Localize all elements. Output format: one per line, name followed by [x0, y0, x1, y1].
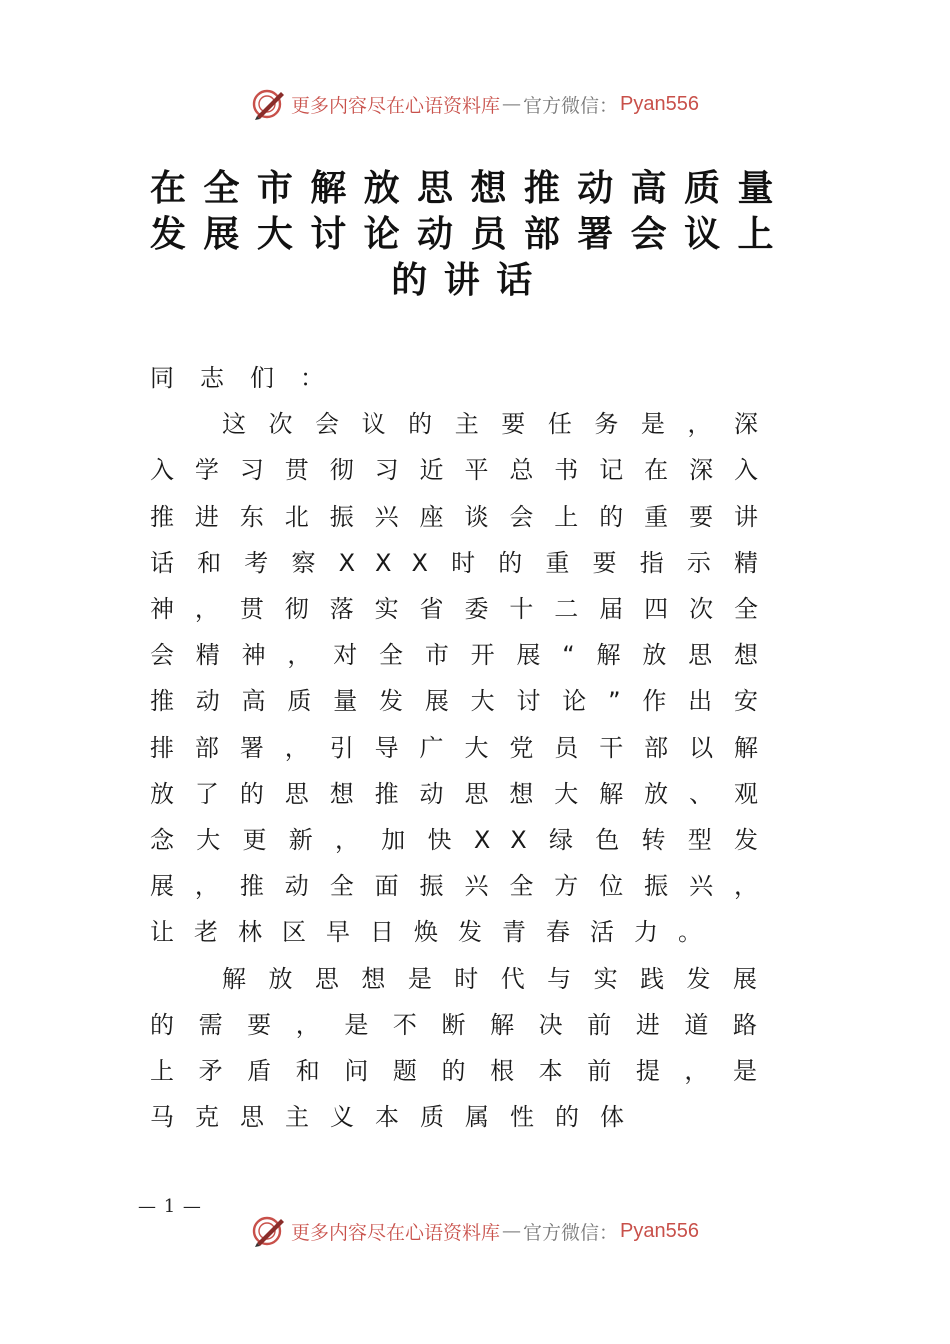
watermark-wechat-label: 官方微信： — [523, 94, 619, 117]
page-number: — 1 — — [138, 1196, 202, 1217]
document-title: 在全市解放思想推动高质量发展大讨论动员部署会议上的讲话 — [150, 168, 790, 301]
watermark-separator: — — [502, 93, 522, 115]
watermark-wechat-id: Pyan556 — [620, 1219, 699, 1242]
watermark-separator: — — [502, 1220, 522, 1242]
footer-watermark — [0, 1211, 950, 1251]
watermark-wechat-label: 官方微信： — [523, 1221, 619, 1244]
salutation: 同志们： — [150, 364, 350, 392]
header-watermark — [0, 84, 950, 124]
paragraph: 解放思想是时代与实践发展的需要，是不断解决前进道路上矛盾和问题的根本前提，是马克思主义本质属性的体 — [150, 964, 778, 1132]
paragraph: 这次会议的主要任务是，深入学习贯彻习近平总书记在深入推进东北振兴座谈会上的重要讲话和考察XXX时的重要指示精神，贯彻落实省委十二届四次全会精神，对全市开展“解放思想推动高质量发展大讨论”作出安排部署，引导广大党员干部以解放了的思想推动思想大解放、观念大更新，加快XX绿色转型发展，推动全面振兴全方位振兴，让老林区早日焕发青春活力。 — [150, 410, 778, 947]
pen-logo-icon — [251, 86, 287, 122]
watermark-text: 更多内容尽在心语资料库 — [291, 94, 501, 117]
document-body — [150, 355, 778, 1140]
watermark-wechat-id: Pyan556 — [620, 92, 699, 115]
pen-logo-icon — [251, 1213, 287, 1249]
watermark-text: 更多内容尽在心语资料库 — [291, 1221, 501, 1244]
